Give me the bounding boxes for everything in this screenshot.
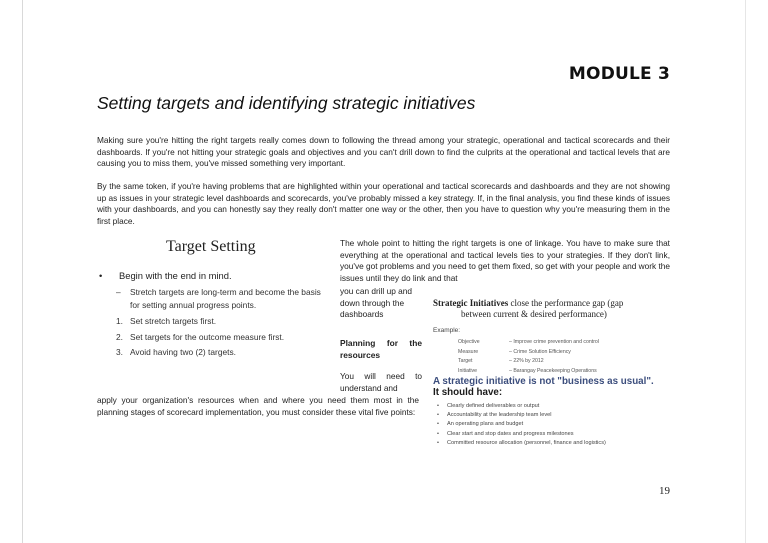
target-setting-title: Target Setting (166, 238, 256, 255)
row-value: – Barangay Peacekeeping Operations (509, 367, 597, 374)
row-key: Objective (458, 339, 480, 345)
strategic-initiatives-heading (433, 298, 678, 320)
row-key: Target (458, 358, 473, 365)
target-dash-item (116, 286, 331, 311)
page-edge-right (745, 0, 746, 543)
list-text: Clear start and stop dates and progress milestones (447, 430, 574, 437)
target-main-bullet (99, 270, 232, 281)
target-numbered-list (116, 314, 284, 361)
initiative-requirements-list (437, 402, 606, 448)
bullet-icon: • (437, 430, 439, 437)
list-item (437, 420, 606, 429)
emphasis-line-1: A strategic initiative is not "business as usual". (433, 376, 654, 387)
page-edge-left (22, 0, 23, 543)
linkage-paragraph: The whole point to hitting the right targets is one of linkage. You have to make sure that everything at the operational and tactical levels ties to your strategies. If they don't link, you've got problems and you need to get them fixed, so get with your people and work the issues until they do link and that (340, 238, 670, 283)
si-head-line2: between current & desired performance) (461, 309, 607, 319)
row-value: – 22% by 2012 (509, 358, 544, 365)
dash-icon: – (116, 287, 121, 297)
table-row (458, 357, 599, 367)
table-row (458, 367, 599, 377)
example-label: Example: (433, 327, 461, 334)
list-number: 2. (116, 331, 123, 342)
resources-paragraph: apply your organization's resources when and where you need them most in the planning stages of scorecard implementation, you must consider these vital five points: (97, 395, 419, 417)
strategic-initiative-emphasis (433, 377, 673, 398)
bullet-icon: • (99, 270, 103, 281)
paragraph-1: Making sure you're hitting the right targets really comes down to following the thread among your strategic, operational and tactical scorecards and their dashboards. If you're not hitting your strategic goals and objectives and you can't drill down to find the culprits at the operational and tactical levels that are causing you to miss them, you've missed something very important. (97, 135, 670, 169)
bullet-icon: • (437, 439, 439, 446)
section-title: Setting targets and identifying strategic initiatives (97, 93, 476, 113)
row-value: – Improve crime prevention and control (509, 339, 599, 345)
list-item (437, 411, 606, 420)
planning-heading: Planning for the resources (340, 338, 422, 360)
list-text: Clearly defined deliverables or output (447, 403, 540, 409)
list-item (116, 314, 284, 330)
list-text: Set stretch targets first. (130, 316, 217, 326)
example-table (458, 338, 599, 376)
target-dash-text: Stretch targets are long-term and become the basis for setting annual progress points. (130, 287, 321, 310)
list-item (437, 402, 606, 411)
list-item (116, 345, 284, 361)
list-text: An operating plans and budget (447, 421, 524, 428)
target-main-bullet-text: Begin with the end in mind. (119, 270, 232, 281)
drill-text: you can drill up and down through the dashboards (340, 286, 412, 320)
list-text: Committed resource allocation (personnel, finance and logistics) (447, 439, 606, 446)
si-head-rest: close the performance gap (gap (508, 298, 624, 308)
list-item (437, 430, 606, 439)
row-value: – Crime Solution Efficiency (509, 348, 571, 355)
table-row (458, 338, 599, 348)
row-key: Measure (458, 348, 479, 355)
row-key: Initiative (458, 367, 478, 374)
list-item (437, 439, 606, 448)
page-number: 19 (659, 485, 670, 497)
module-heading: MODULE 3 (568, 64, 670, 84)
bullet-icon: • (437, 412, 439, 419)
list-item (116, 330, 284, 346)
list-text: Accountability at the leadership team level (447, 412, 552, 419)
emphasis-line-2: It should have: (433, 386, 503, 398)
bullet-icon: • (437, 403, 439, 409)
bullet-icon: • (437, 421, 439, 428)
list-text: Set targets for the outcome measure first. (130, 331, 285, 342)
list-text: Avoid having two (2) targets. (130, 347, 236, 357)
resources-text-start: You will need to understand and (340, 371, 422, 393)
list-number: 1. (116, 316, 123, 326)
paragraph-2: By the same token, if you're having problems that are highlighted within your operational and tactical scorecards and dashboards and they are not showing up as issues in your strategic level dashboards and scorecards, you've probably missed a key strategy. If, in the final analysis, you find these kinds of issues with your dashboards, and you can honestly say they really don't matter one way or the other, then you have to question why you're measuring them in the first place. (97, 181, 670, 226)
table-row (458, 348, 599, 358)
list-number: 3. (116, 347, 123, 357)
si-head-bold: Strategic Initiatives (433, 298, 509, 308)
